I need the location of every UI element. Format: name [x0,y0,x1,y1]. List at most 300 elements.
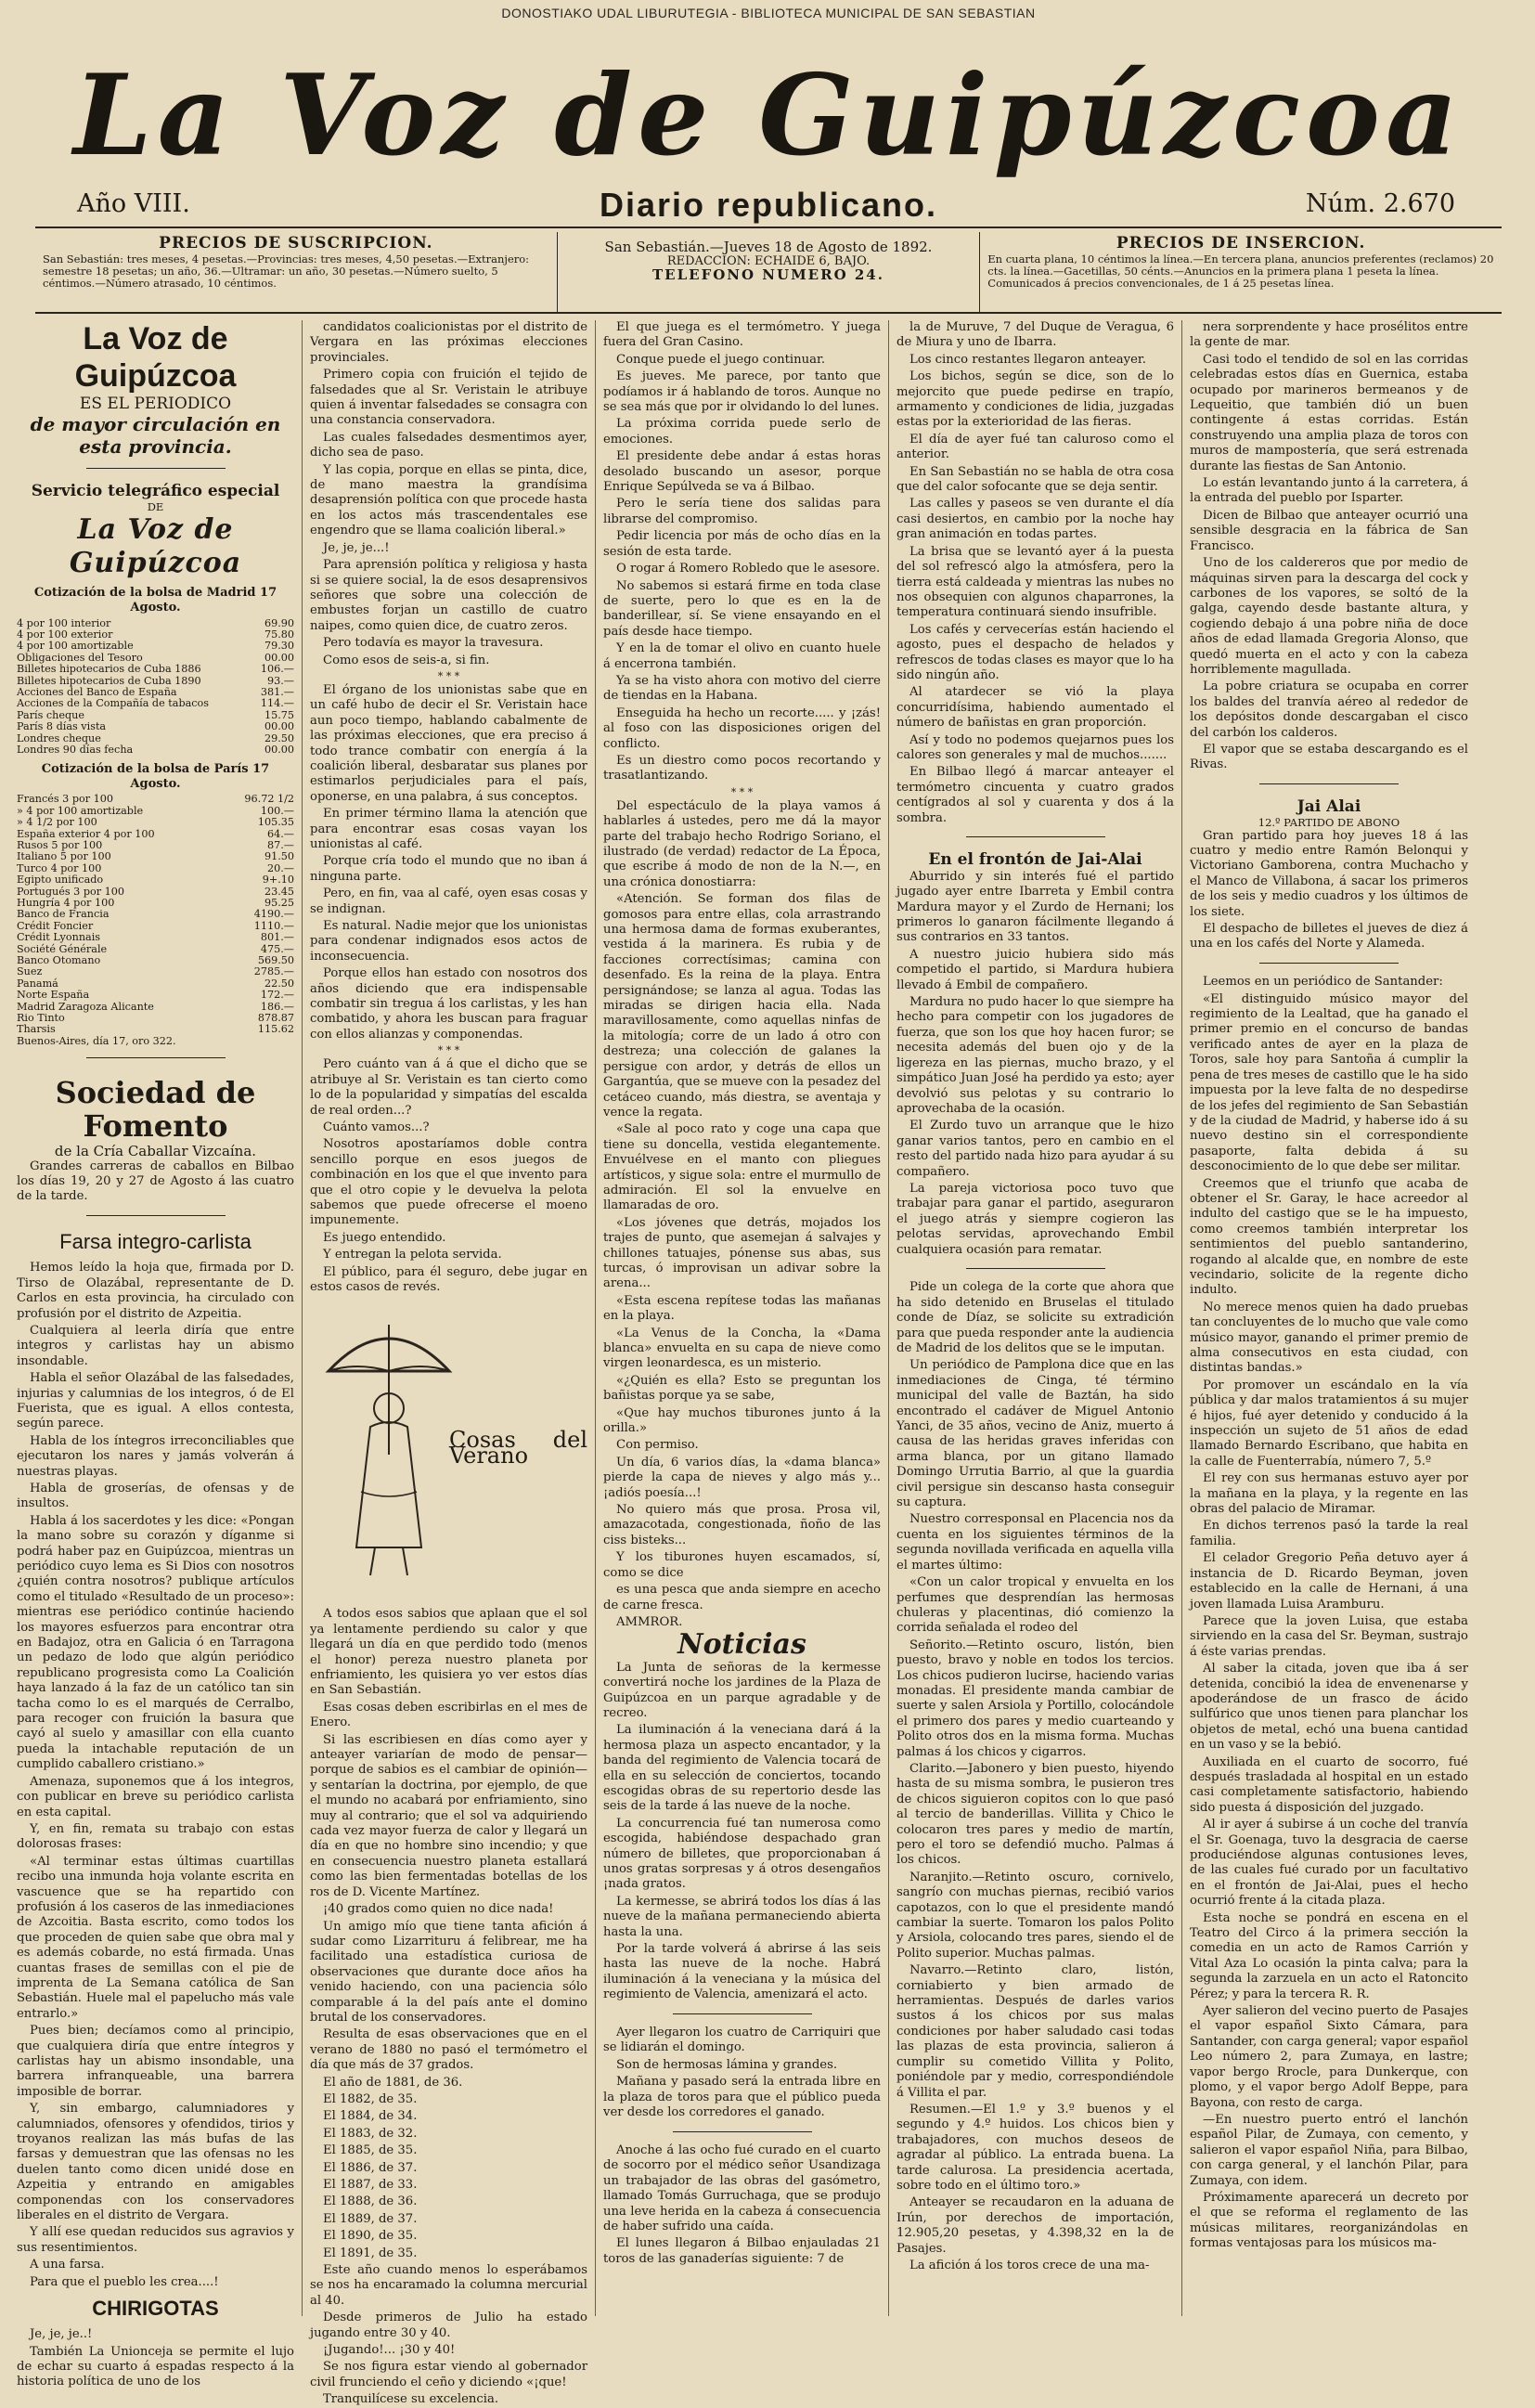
paragraph: O rogar á Romero Robledo que le asesore. [616,562,881,576]
divider [35,227,1502,228]
table-row [17,794,294,805]
quote-value: 69.90 [264,616,294,629]
stars-separator: * * * [437,1044,460,1057]
paragraph: Mañana y pasado será la entrada libre en la plaza de toros para que el público pueda ver desde los corredores el ganado. [603,2075,881,2120]
paragraph: Los bichos, según se dice, son de lo mejorcito que puede pedirse en trapío, armamento y condiciones de lidia, juzgadas estas por la exterioridad de las fieras. [896,369,1174,430]
paragraph: La brisa que se levantó ayer á la puesta del sol refrescó algo la atmósfera, pero la tierra está caldeada y mientras las nubes no nos obsequien con algunos chaparrones, la temperatura continuará siendo insufrible. [896,544,1174,620]
paragraph: Esas cosas deben escribirlas en el mes de Enero. [310,1700,587,1730]
separator [896,830,1174,845]
paragraph: Los cafés y cervecerías están haciendo el agosto, pues el despacho de helados y refrescos de todas clases es mayor que lo ha sido ningún año. [896,622,1174,682]
paragraph: AMMROR. [616,1614,683,1629]
table-row [17,664,294,675]
paragraph: El presidente debe andar á estas horas desolado buscando un asesor, porque Enrique Sepúlveda se va á Bilbao. [603,449,881,495]
column-5-text [1190,320,1468,773]
quote-value: 114.— [260,697,294,710]
separator [1190,777,1468,792]
paragraph: Y los tiburones huyen escamados, sí, como se dice [603,1550,881,1580]
quote-name: Buenos-Aires, día 17, oro 322. [17,1034,176,1047]
table-row [17,1013,294,1024]
quote-name: Portugués 3 por 100 [17,885,124,898]
table-row [17,990,294,1001]
subtitle: Diario republicano. [599,186,938,224]
suscripcion-text: San Sebastián: tres meses, 4 pesetas.—Provincias: tres meses, 4,50 pesetas.—Extranjero: semestre 18 pesetas; un año, 36.—Ultramar: un año, 30 pesetas.—Número suelto, 5 céntimos.—Número atrasado, 10 céntimos. [43,252,530,290]
paragraph: Próximamente aparecerá un decreto por el que se reforma el reglamento de las músicas militares, reorganizándolas en formas ventajosas para los músicos ma- [1190,2190,1468,2251]
quote-value: 801.— [260,931,294,944]
table-row [17,955,294,966]
quote-name: París cheque [17,708,84,721]
column-4 [889,320,1182,2316]
paragraph: Ayer salieron del vecino puerto de Pasajes el vapor español Sixto Cámara, para Santander, con carga general; vapor español Leo número 2, para Zumaya, en lastre; vapor bergo Rrocle, para Dunkerque, con plomo, y el vapor bergo Adolf Beppe, para Bayona, con resto de carga. [1190,2004,1468,2110]
paragraph: «Al terminar estas últimas cuartillas recibo una inmunda hoja volante escrita en vascuence que se ha repartido con profusión á los caseros de las inmediaciones de Azcoitia. Basta escrito, como todos los que proceden de quien sabe que obra mal y es además cobarde, no está firmada. Unas cuantas frases de semillas con el pie de imprenta de La Semana católica de San Sebastián. Huele mal el papelucho más vale entrarlo.» [17,1854,294,2021]
paragraph: Pide un colega de la corte que ahora que ha sido detenido en Bruselas el titulado conde de Díaz, se solicite su extradición para que pueda responder ante la audiencia de Madrid de los delitos que se le imputan. [896,1280,1174,1355]
chirigotas-body [17,2327,294,2390]
table-row [17,698,294,709]
redaccion: REDACCION: ECHAIDE 6, BAJO. [666,254,871,268]
servicio-de: DE [147,499,164,513]
paragraph: Habla el señor Olazábal de las falsedades, injurias y calumnias de los integros, ó de El Fuerista, que es igual. A ellos contesta, según parece. [17,1371,294,1431]
paragraph: Ayer llegaron los cuatro de Carriquiri que se lidiarán el domingo. [603,2026,881,2055]
paragraph: Por promover un escándalo en la vía pública y dar malos tratamientos á su mujer é hijos, fué ayer detenido y conducido á la inspección un sujeto de 51 años de edad llamado Bernardo Escribano, que habita en la calle de Fuenterrabía, número 7, 5.º [1190,1378,1468,1469]
quote-value: 2785.— [253,965,294,978]
paragraph: Un día, 6 varios días, la «dama blanca» pierde la capa de nieves y algo más y... ¡adiós poesía...! [603,1455,881,1500]
paragraph: Señorito.—Retinto oscuro, listón, bien puesto, bravo y noble en todos los tercios. Los chicos pudieron lucirse, haciendo varias monadas. El presidente manda cambiar de suerte y salen Arsiola y Portillo, colocándole el primero dos pares y medio cuarteando y Polito otros dos en la misma forma. Muchas palmas á los chicos y cigarros. [896,1638,1174,1759]
quote-value: 100.— [260,804,294,817]
quote-name: Acciones del Banco de España [17,686,177,699]
chirigotas-title: CHIRIGOTAS [92,2297,219,2321]
separator [1190,956,1468,971]
paragraph: Y en la de tomar el olivo en cuanto huele á encerrona también. [603,641,881,671]
paragraph: Del espectáculo de la playa vamos á hablarles á ustedes, pero me dá la mayor parte del trabajo hecho Rodrigo Soriano, el ilustrado (de verdad) redactor de La Época, que escribe á modo de non de la N.—, en una crónica donostiarra: [603,798,881,889]
paragraph: Je, je, je..! [30,2327,93,2342]
cosas-cont [603,320,881,784]
paragraph: A nuestro juicio hubiera sido más competido el partido, si Mardura hubiera llevado á Embil de compañero. [896,947,1174,992]
issue-date: San Sebastián.—Jueves 18 de Agosto de 1892. [604,239,933,255]
quote-name: » 4 1/2 por 100 [17,816,97,829]
table-row [17,932,294,943]
quote-value: 00.00 [264,720,294,733]
paragraph: El celador Gregorio Peña detuvo ayer á instancia de D. Ricardo Beyman, joven establecido en la calle de Hernani, á una joven llamada Luisa Aramburu. [1190,1551,1468,1612]
table-row [17,851,294,862]
telefono: TELEFONO NUMERO 24. [652,266,884,283]
paragraph: El Zurdo tuvo un arranque que le hizo ganar varios tantos, pero en cambio en el resto del partido nada hizo para ayudar á su compañero. [896,1119,1174,1179]
paragraph: Las calles y paseos se ven durante el día casi desiertos, en cambio por la noche hay gran animación en todas partes. [896,497,1174,542]
quote-value: 9+.10 [262,874,294,887]
quote-value: 172.— [260,989,294,1002]
quote-value: 95.25 [264,896,294,909]
paragraph: Porque cría todo el mundo que no iban á ninguna parte. [310,854,587,884]
paragraph: A todos esos sabios que aplaan que el sol ya lentamente perdiendo su calor y que llegará un día en que perdido todo (menos el honor) pereza nuestro planeta por enfriamiento, les quisiera yo ver estos días en San Sebastián. [310,1607,587,1698]
masthead-title: La Voz de Guipúzcoa [73,50,1464,181]
separator [896,1262,1174,1276]
paragraph: Leemos en un periódico de Santander: [1203,975,1443,990]
quote-name: Rio Tinto [17,1012,65,1025]
quote-value: 96.72 1/2 [244,793,294,806]
chirigotas-cont [310,320,587,668]
quote-value: 105.35 [257,816,294,829]
paragraph: Pero le sería tiene dos salidas para librarse del compromiso. [603,497,881,526]
quote-value: 381.— [260,686,294,699]
paragraph: Aburrido y sin interés fué el partido jugado ayer entre Ibarreta y Embil contra Mardura mayor y el Zurdo de Hernani; los primeros lo ganaron fácilmente llegando á sus contrarios en 33 tantos. [896,869,1174,945]
noticias-toros [603,2026,881,2120]
paragraph: El que juega es el termómetro. Y juega fuera del Gran Casino. [603,320,881,350]
paragraph: Uno de los caldereros que por medio de máquinas sirven para la descarga del cock y carbones de los vapores, se soltó de la galga, cayendo desde bastante altura, y cogiendo debajo á una pobre niña de doce años de edad llamada Gregoria Alonso, que quedó muerta en el acto y con la cabeza horriblemente magullada. [1190,556,1468,677]
quote-name: Billetes hipotecarios de Cuba 1886 [17,663,201,676]
paragraph: El 1886, de 37. [323,2160,418,2175]
table-row [17,641,294,652]
quote-name: Suez [17,965,43,978]
paragraph: Al ir ayer á subirse á un coche del tranvía el Sr. Goenaga, tuvo la desgracia de caerse produciéndose algunas contusiones leves, de las cuales fué curado por un facultativo en el frontón de Jai-Alai, pues el hecho ocurrió frente á la citada plaza. [1190,1818,1468,1909]
quote-name: Londres cheque [17,731,101,744]
quote-value: 87.— [267,838,294,851]
table-row [17,966,294,977]
quote-value: 475.— [260,942,294,955]
paragraph: Por la tarde volverá á abrirse á las seis hasta las nueve de la noche. Habrá iluminación á la veneciana y la música del regimiento de Valencia, amenizará el acto. [603,1942,881,2002]
separator [603,2125,881,2140]
farsa-body [17,1261,294,2290]
paragraph: Es un diestro como pocos recortando y trasatlantizando. [603,753,881,783]
paragraph: No quiero más que prosa. Prosa vil, amazacotada, congestionada, ñoño de las ciss bisteks... [603,1503,881,1547]
quote-name: 4 por 100 interior [17,616,111,629]
paragraph: Habla de los íntegros irreconciliables que ejecutaron los nares y jamás volverán á nuestras playas. [17,1433,294,1479]
quote-name: París 8 días vista [17,720,107,733]
table-row [17,744,294,756]
paragraph: —En nuestro puerto entró el lanchón español Pilar, de Zumaya, con cemento, y salieron el vapor español Niña, para Bilbao, con carga general, y el lanchón Pilar, para Zumaya, con idem. [1190,2112,1468,2188]
insercion-box [980,232,1502,312]
paragraph: El 1884, de 34. [323,2109,418,2124]
paragraph: Pero, en fin, vaa al café, oyen esas cosas y se indignan. [310,887,587,916]
paragraph: «La Venus de la Concha, la «Dama blanca» envuelta en su capa de nieve como virgen leonardesca, es un misterio. [603,1326,881,1371]
quote-name: Banco Otomano [17,954,101,966]
paragraph: La próxima corrida puede serlo de emociones. [603,417,881,447]
quote-name: 4 por 100 amortizable [17,640,134,653]
paragraph: «¿Quién es ella? Esto se preguntan los bañistas porque ya se sabe, [603,1373,881,1404]
quote-name: 4 por 100 exterior [17,628,113,641]
column-4-text [896,320,1174,826]
stars-separator: * * * [730,785,754,798]
paragraph: Es jueves. Me parece, por tanto que podíamos ir á hablando de toros. Aunque no se sea más que por ir olvidando lo del lunes. [603,369,881,415]
paragraph: Cualquiera al leerla diría que entre integros y carlistas hay un abismo insondable. [17,1323,294,1368]
table-row [17,817,294,828]
paragraph: Tranquilícese su excelencia. [323,2392,499,2407]
quote-name: Tharsis [17,1023,56,1036]
paragraph: No sabemos si estará firme en toda clase de suerte, pero lo que es en la de banderillear, sí. Se viene ensayando en el país desde hace tiempo. [603,578,881,639]
paris-title: Cotización de la bolsa de París 17 Agosto. [41,761,270,791]
servicio-heading: Servicio telegráfico especial [31,482,280,501]
insercion-text: En cuarta plana, 10 céntimos la línea.—En tercera plana, anuncios preferentes (reclamos) 20 cts. la línea.—Gacetillas, 50 cénts.—Anuncios en la primera plana 1 peseta la línea. Comunicados á precios convencionales, de 1 á 25 pesetas línea. [987,252,1494,290]
paragraph: Así y todo no podemos quejarnos pues los calores son generales y mal de muchos....... [896,732,1174,762]
paragraph: La afición á los toros crece de una ma- [909,2258,1150,2272]
paragraph: ¡40 grados como quien no dice nada! [323,1902,554,1917]
paragraph: Gran partido para hoy jueves 18 á las cuatro y medio entre Ramón Belonqui y Victoriano Gamborena, contra Muchacho y el Manco de Villabona, á sacar los primeros de los seis y medio cuadros y los últimos de los siete. [1190,828,1468,919]
quote-name: Acciones de la Compañía de tabacos [17,697,210,710]
quote-name: Crédit Lyonnais [17,931,101,944]
quote-name: Obligaciones del Tesoro [17,651,143,664]
column-1 [9,320,303,2389]
paragraph: El 1882, de 35. [323,2091,418,2106]
paragraph: Je, je, je...! [323,540,390,555]
table-row [17,721,294,732]
table-row [17,1024,294,1035]
paragraph: El despacho de billetes el jueves de diez á una en los cafés del Norte y Alameda. [1190,922,1468,952]
quote-name: Banco de Francia [17,908,110,921]
quote-name: Italiano 5 por 100 [17,850,111,863]
paragraph: Casi todo el tendido de sol en las corridas celebradas estos días en Guernica, estaba ocupado por marineros bermeanos y de Lequeitio, que también dió un buen contingente á estas corridas. Están construyendo una amplia plaza de toros con muros de mampostería, que será estrenada durante las fiestas de San Antonio. [1190,352,1468,473]
jai-alai-body [1190,829,1468,952]
paragraph: «Sale al poco rato y coge una capa que tiene su doncella, vestida elegantemente. Envuélvese en el manto con pliegues artísticos, y sigue sola: entre el murmullo de admiración. El sol la envuelve en llamaradas de oro. [603,1122,881,1213]
quote-name: Norte España [17,989,90,1002]
quote-value: 20.— [267,861,294,874]
paragraph: «Que hay muchos tiburones junto á la orilla.» [603,1405,881,1436]
columns [9,320,1476,2407]
paragraph: El día de ayer fué tan caluroso como el anterior. [896,432,1174,462]
quote-value: 4190.— [253,908,294,921]
fronton-title: En el frontón de Jai-Alai [928,850,1142,870]
paragraph: La kermesse, se abrirá todos los días á las nueve de la mañana permaneciendo abierta hasta la una. [603,1894,881,1939]
quote-value [228,1036,294,1047]
paragraph: Ya se ha visto ahora con motivo del cierre de tiendas en la Habana. [603,673,881,704]
paragraph: ¡Jugando!... ¡30 y 40! [323,2343,456,2358]
paragraph: El 1890, de 35. [323,2229,418,2244]
quote-value: 75.80 [264,628,294,641]
paragraph: la de Muruve, 7 del Duque de Veragua, 6 de Miura y uno de Ibarra. [896,320,1174,350]
paragraph: Resulta de esas observaciones que en el verano de 1880 no pasó el termómetro el día que más de 37 grados. [310,2027,587,2073]
paragraph: A una farsa. [30,2258,105,2272]
noticias-body [603,1661,881,2003]
paragraph: El 1888, de 36. [323,2194,418,2209]
noticias-title: Noticias [677,1628,806,1662]
suscripcion-box [35,232,557,312]
fronton-body [896,870,1174,1258]
chirigotas-cont-2 [310,683,587,1042]
paragraph: Y allí ese quedan reducidos sus agravios y sus resentimientos. [17,2225,294,2255]
paragraph: Se nos figura estar viendo al gobernador civil frunciendo el ceño y diciendo «¡que! [310,2360,587,2389]
paragraph: Nuestro corresponsal en Placencia nos da cuenta en los siguientes términos de la segunda novillada verificada en aquella villa el martes último: [896,1512,1174,1573]
paragraph: nera sorprendente y hace prosélitos entre la gente de mar. [1190,320,1468,350]
jai-alai-sub: 12.º PARTIDO DE ABONO [1258,815,1400,829]
quote-value: 878.87 [257,1012,294,1025]
column-2 [303,320,596,2407]
paragraph: Cuánto vamos...? [323,1120,430,1134]
paragraph: Es juego entendido. [323,1230,446,1245]
paragraph: Para aprensión política y religiosa y hasta si se quiere social, la de esos desaprensivos señores que sobre una colección de embustes forjan un castillo de cuatro naipes, como quien dice, de cuatro zeros. [310,558,587,633]
table-row [17,909,294,920]
paragraph: La iluminación á la veneciana dará á la hermosa plaza un aspecto encantador, y la banda del regimiento de Valencia tocará de ella en su selección de conciertos, tocando escogidas obras de su repertorio desde las seis de la tarde á las nueve de la noche. [603,1723,881,1814]
paragraph: Este año cuando menos lo esperábamos se nos ha encaramado la columna mercurial al 40. [310,2263,587,2308]
quote-value: 15.75 [264,708,294,721]
subheader [26,186,1511,227]
quote-value: 115.62 [257,1023,294,1036]
quote-name: Panamá [17,977,58,990]
servicio-masthead: La Voz de Guipúzcoa [69,512,242,579]
paragraph: Pero todavía es mayor la travesura. [323,636,544,651]
madrid-table [17,618,294,757]
quote-value: 569.50 [257,954,294,966]
paragraph: En San Sebastián no se habla de otra cosa que del calor sofocante que se deja sentir. [896,464,1174,495]
paragraph: El lunes llegaron á Bilbao enjauladas 21 toros de las ganaderías siguiente: 7 de [603,2236,881,2266]
paragraph: Las cuales falsedades desmentimos ayer, dicho sea de paso. [310,430,587,460]
quote-name: » 4 por 100 amortizable [17,804,144,817]
paragraph: Al saber la citada, joven que iba á ser detenida, concibió la idea de envenenarse y apoderándose de un frasco de ácido sulfúrico que unos tienen para planchar los objetos de metal, echó una buena cantidad en un vaso y se la bebió. [1190,1662,1468,1753]
cosas-title: Cosas del Verano [449,1427,587,1469]
column-5 [1182,320,1476,2316]
sociedad-text: Grandes carreras de caballos en Bilbao los días 19, 20 y 27 de Agosto á las cuatro de la tarde. [17,1159,294,1204]
noticias-socorro [603,2143,881,2267]
chirigotas-cont-3 [310,1057,587,1295]
divider [35,312,1502,314]
quote-value: 22.50 [264,977,294,990]
quote-name: Londres 90 días fecha [17,744,134,757]
column-3 [596,320,889,2316]
paragraph: Nosotros apostaríamos doble contra sencillo porque en esos juegos de combinación en los que el que invento para que el otro copie y le devuelva la pelota sabemos que puede ofrecerse el moeno impunemente. [310,1137,587,1228]
paragraph: Resumen.—El 1.º y 3.º buenos y el segundo y 4.º huidos. Los chicos bien y trabajadores, con muchos deseos de agradar al público. La entrada buena. La tarde calurosa. La presidencia acertada, sobre todo en el último toro.» [896,2102,1174,2193]
paragraph: Porque ellos han estado con nosotros dos años diciendo que era indispensable combatir sin tregua á los carlistas, y les han combatido, y ahora les buscan para fraguar con ellos alianzas y componendas. [310,966,587,1042]
suscripcion-title: PRECIOS DE SUSCRIPCION. [159,234,433,252]
paragraph: Los cinco restantes llegaron anteayer. [909,352,1146,367]
paragraph: Desde primeros de Julio ha estado jugando entre 30 y 40. [310,2311,587,2340]
quote-value: 00.00 [264,651,294,664]
paragraph: El órgano de los unionistas sabe que en un café hubo de decir el Sr. Veristain hace aun poco tiempo, hablando cabalmente de las próximas elecciones, que era preciso á todo trance combatir con energía á la coalición liberal, desbaratar sus planes por estimarlos perjudiciales para el país, oponerse, en una palabra, á sus conceptos. [310,682,587,804]
quote-name: Francés 3 por 100 [17,793,113,806]
umbrella-lady-illustration [319,1306,458,1585]
paragraph: Es natural. Nadie mejor que los unionistas para condenar indignados esos actos de inconsecuencia. [310,919,587,964]
paragraph: Pedir licencia por más de ocho días en la sesión de esta tarde. [603,529,881,559]
farsa-title: Farsa integro-carlista [59,1230,252,1254]
quote-value: 29.50 [264,731,294,744]
center-info [557,232,981,312]
paragraph: La pobre criatura se ocupaba en correr los baldes del tranvía aéreo al rededor de los depósitos donde descargaban el cisco del carbón los calderos. [1190,680,1468,740]
paragraph: Primero copia con fruición el tejido de falsedades que al Sr. Veristain le atribuye quien á inventar falsedades se consagra con una constancia conservadora. [310,368,587,428]
issue-year: Año VIII. [77,189,190,218]
column-4-news [896,1280,1174,2273]
paragraph: Para que el pueblo les crea....! [30,2274,219,2289]
paragraph: Un amigo mío que tiene tanta afición á sudar como Lizarrituru á felibrear, me ha facilitado una estadística curiosa de observaciones que durante doce años ha venido haciendo, con una paciencia sólo comparable á la del país ante el domino brutal de los conservadores. [310,1919,587,2025]
separator [17,1051,294,1066]
quote-name: Egipto unificado [17,874,104,887]
paris-table [17,794,294,1047]
paragraph: Enseguida ha hecho un recorte..... y ¡zás! al foso con las disposiciones origen del conflicto. [603,706,881,751]
sociedad-sub: de la Cría Caballar Vizcaína. [54,1142,257,1159]
quote-name: España exterior 4 por 100 [17,827,155,840]
paragraph: Anteayer se recaudaron en la aduana de Irún, por derechos de importación, 12.905,20 pesetas, y 4.398,32 en la de Pasajes. [896,2195,1174,2256]
paragraph: El vapor que se estaba descargando es el Rivas. [1190,742,1468,772]
paragraph: Navarro.—Retinto claro, listón, corniabierto y bien armado de herramientas. Después de darles varios sustos á los chicos por sus malas condiciones por haber saludado casi todas las plazas de esta provincia, salieron á cumplir su cometido Villita y Polito, poniéndole par y medio, correspondiéndole á Villita el par. [896,1963,1174,2100]
paragraph: El 1883, de 32. [323,2126,418,2141]
issue-number: Núm. 2.670 [1305,189,1455,218]
paragraph: Dicen de Bilbao que anteayer ocurrió una sensible desgracia en la fábrica de San Francisco. [1190,508,1468,553]
paragraph: Con permiso. [616,1438,699,1453]
separator [603,2007,881,2022]
separator [17,1209,294,1223]
quote-value: 79.30 [264,640,294,653]
paragraph: Amenaza, suponemos que á los integros, con publicar en breve su periódico carlista en esta capital. [17,1774,294,1819]
paragraph: No merece menos quien ha dado pruebas tan concluyentes de lo mucho que vale como músico mayor, ganando el primer premio de alma consecutivos en esta ciudad, con distintas bandas.» [1190,1300,1468,1376]
paragraph: Y, sin embargo, calumniadores y calumniados, ofensores y ofendidos, tirios y troyanos realizan las más bufas de las farsas y demuestran que las ofensas no les duelen tanto como dicen unidé dose en Azpeitia y entrando en amigables componendas con los conservadores liberales en el distrito de Vergara. [17,2102,294,2223]
paragraph: El rey con sus hermanas estuvo ayer por la mañana en la playa, y la regente en las obras del palacio de Miramar. [1190,1471,1468,1517]
paragraph: Esta noche se pondrá en escena en el Teatro del Circo á la primera sección la comedia en un acto de Ramos Carrión y Vital Aza Lo ocasión la pinta calva; para la segunda la zarzuela en un acto el Ratoncito Pérez; y para la tercera R. R. [1190,1910,1468,2001]
paragraph: candidatos coalicionistas por el distrito de Vergara en las próximas elecciones provinciales. [310,320,587,365]
paragraph: Un periódico de Pamplona dice que en las inmediaciones de Cinga, té término municipal del valle de Baztán, ha sido encontrado el cadáver de Miguel Antonio Yanci, de 35 años, vecino de Aniz, muerto á causa de las heridas graves inferidas con arma blanca, por un gitano llamado Domingo Urrutia Barrio, al que la guardia civil persigue sin descanso hasta conseguir su captura. [896,1358,1174,1510]
promo-title: La Voz de Guipúzcoa [74,321,237,394]
jai-alai-title: Jai Alai [1296,797,1361,817]
quote-value: 1110.— [253,919,294,932]
paragraph: El 1889, de 37. [323,2211,418,2226]
insercion-title: PRECIOS DE INSERCION. [1116,234,1366,252]
paragraph: Lo están levantando junto á la carretera, á la entrada del pueblo por Isparter. [1190,476,1468,506]
quote-value: 23.45 [264,885,294,898]
info-bar [35,232,1502,312]
paragraph: Y entregan la pelota servida. [323,1248,502,1262]
stars-separator: * * * [437,669,460,682]
paragraph: Conque puede el juego continuar. [616,352,826,367]
quote-value: 00.00 [264,744,294,757]
paragraph: Anoche á las ocho fué curado en el cuarto de socorro por el médico señor Usandizaga un trabajador de las obras del gasómetro, llamado Tomás Gurruchaga, que se produjo una leve herida en la cabeza á consecuencia de haber sufrido una caída. [603,2143,881,2233]
playa-text [603,799,881,1631]
column-5-news [1190,975,1468,2251]
paragraph: Mardura no pudo hacer lo que siempre ha hecho para competir con los jugadores de fuerza, que son los que hoy hacen furor; se necesita además del buen ojo y de la ligereza en las piernas, mucho brazo, y el simpático Juan José ha perdido ya esto; ayer devolvió sus pelotas y su contrario lo aprovechaba de la ocasión. [896,995,1174,1116]
quote-value: 64.— [267,827,294,840]
paragraph: El público, para él seguro, debe jugar en estos casos de revés. [310,1264,587,1294]
paragraph: En dichos terrenos pasó la tarde la real familia. [1190,1519,1468,1548]
quote-name: Société Générale [17,942,108,955]
table-row [17,874,294,886]
quote-name: Madrid Zaragoza Alicante [17,1000,154,1013]
paragraph: «Atención. Se forman dos filas de gomosos para entre ellas, cola arrastrando una hermosa dama de formas exuberantes, vestida á la marinera. Es rubia y de facciones correctísimas; camina con desenfado. Es la reina de la playa. Entra persignándose; se lanza al agua. Todas las miradas se dirigen hacia ella. Nada maravillosamente, como aquellas ninfas de la mitología; corre de un lado á otro con destreza; una colección de galanes la persigue con ardor, y detrás de ellos un Gargantúa, que se mueve con la pesadez del cetáceo cuando, más diestra, se aventaja y vence la regata. [603,892,881,1120]
madrid-title: Cotización de la bolsa de Madrid 17 Agosto. [33,585,277,615]
paragraph: es una pesca que anda siempre en acecho de carne fresca. [603,1583,881,1612]
paragraph: Si las escribiesen en días como ayer y anteayer variarían de modo de pensar—porque de sabios es el cambiar de opinión—y sentarían la doctrina, por ejemplo, de que el mundo no acabará por enfriamiento, sino muy al contrario; que el sol va adquiriendo cada vez mayor fuerza de calor y llegará un día en que no hombre sino incendio; y que en consecuencia nuestro planeta estallará como las bien fermentadas botellas de los ros de D. Vicente Martínez. [310,1732,587,1899]
paragraph: «Los jóvenes que detrás, mojados los trajes de punto, que asemejan á salvajes y chillones tatuajes, pónense sus abas, sus turcas, ó improvisan un adivar sobre la arena... [603,1215,881,1291]
paragraph: La concurrencia fué tan numerosa como escogida, habiéndose despachado gran número de billetes, que proporcionaban á unos gratas sorpresas y á otros desengaños ¡nada gratos. [603,1816,881,1892]
paragraph: También La Unionceja se permite el lujo de echar su cuarto á espadas respecto á la historia política de uno de los [17,2344,294,2389]
paragraph: Auxiliada en el cuarto de socorro, fué después trasladada al hospital en un estado casi completamente satisfactorio, habiendo sido puesta á disposición del juzgado. [1190,1754,1468,1815]
quote-value: 91.50 [264,850,294,863]
table-row [17,1036,294,1047]
paragraph: Naranjito.—Retinto oscuro, cornivelo, sangrío con muchas piernas, recibió varios capotazos, con lo que el presidente mandó cambiar la suerte. Tomaron los palos Polito y Arsiola, colocando tres pares, siendo el de Polito superior. Muchas palmas. [896,1870,1174,1961]
paragraph: Al atardecer se vió la playa concurridísima, habiendo aumentado el número de bañistas en gran proporción. [896,685,1174,731]
paragraph: El 1891, de 35. [323,2246,418,2260]
paragraph: Hemos leído la hoja que, firmada por D. Tirso de Olazábal, representante de D. Carlos en esta provincia, ha circulado con profusión por el distrito de Azpeitia. [17,1261,294,1321]
quote-name: Crédit Foncier [17,919,94,932]
paragraph: Y las copia, porque en ellas se pinta, dice, de mano maestra la grandísima desaprensión política con que procede hasta en los actos más trascendentales ese engendro que se llama coalición liberal.» [310,462,587,538]
quote-name: Rusos 5 por 100 [17,838,103,851]
quote-name: Hungría 4 por 100 [17,896,115,909]
paragraph: En primer término llama la atención que para encontrar esas cosas vayan los unionistas al café. [310,807,587,851]
paragraph: Parece que la joven Luisa, que estaba sirviendo en la casa del Sr. Beyman, sustrajo á éste varias prendas. [1190,1613,1468,1659]
cosas-body [310,1607,587,2407]
paragraph: Creemos que el triunfo que acaba de obtener el Sr. Garay, le hace acreedor al indulto del castigo que se le ha impuesto, como creemos también interpretar los sentimientos del pueblo santanderino, rogando al alcalde que, en nombre de este vecindario, solicite de la regente dicho indulto. [1190,1176,1468,1298]
quote-name: Billetes hipotecarios de Cuba 1890 [17,674,201,687]
paragraph: Habla de groserías, de ofensas y de insultos. [17,1481,294,1511]
paragraph: La pareja victoriosa poco tuvo que trabajar para ganar el partido, aseguraron el juego atrás y siempre cogieron las pelotas servidas, aprovechando Embil cualquiera ocasión para rematar. [896,1181,1174,1257]
sociedad-title: Sociedad de Fomento [55,1074,256,1144]
quote-value: 106.— [260,663,294,676]
promo-sub2: de mayor circulación en esta provincia. [30,413,281,458]
paragraph: «El distinguido músico mayor del regimiento de la Lealtad, que ha ganado el primer premio en el concurso de bandas verificado antes de ayer en la plaza de Toros, sale hoy para Santoña á cumplir la pena de tres meses de castillo que le ha sido impuesta por la leve falta de no despedirse de los jefes del regimiento de San Sebastián y de la ciudad de Madrid, y haberse ido á su nuevo destino sin el correspondiente pasaporte, falta debida á su desconocimiento de lo que debe ser militar. [1190,991,1468,1174]
paragraph: «Esta escena repítese todas las mañanas en la playa. [603,1293,881,1324]
paragraph: Y, en fin, remata su trabajo con estas dolorosas frases: [17,1821,294,1852]
paragraph: Pero cuánto van á á que el dicho que se atribuye al Sr. Veristain es tan cierto como lo de la popularidad y simpatías del escalda de real orden...? [310,1057,587,1118]
quote-name: Turco 4 por 100 [17,861,102,874]
quote-value: 186.— [260,1000,294,1013]
cosas-illustration [310,1302,587,1599]
archive-header: DONOSTIAKO UDAL LIBURUTEGIA - BIBLIOTECA MUNICIPAL DE SAN SEBASTIAN [501,6,1036,20]
paragraph: Habla á los sacerdotes y les dice: «Pongan la mano sobre su corazón y díganme si podrá haber paz en Guipúzcoa, mientras un periódico cuyo lema es Si Dios con nosotros ¿quién contra nosotros? publique artículos como el titulado «Resultado de un proceso»: mientras ese periódico continúe haciendo los mayores esfuerzos para encontrar otra en Badajoz, otra en Galicia ó en Tarragona un pedazo de lodo que algún periódico republicano progresista como La Coalición haya lanzado á la faz de un católico tan sin tacha como lo es el marqués de Cerralbo, para recoger con fruición la basura que cayó al suelo y amasillar con ella cuanto pueda la intachable reputación de un cumplido caballero cristiano.» [17,1513,294,1772]
separator [17,461,294,476]
promo-sub: ES EL PERIODICO [79,395,232,413]
paragraph: La Junta de señoras de la kermesse convertirá noche los jardines de la Plaza de Guipúzcoa en un parque agradable y de recreo. [603,1660,881,1720]
paragraph: En Bilbao llegó á marcar anteayer el termómetro cincuenta y cuatro grados centígrados al sol y cuarenta y dos á la sombra. [896,765,1174,825]
paragraph: Como esos de seis-a, si fin. [323,653,490,667]
